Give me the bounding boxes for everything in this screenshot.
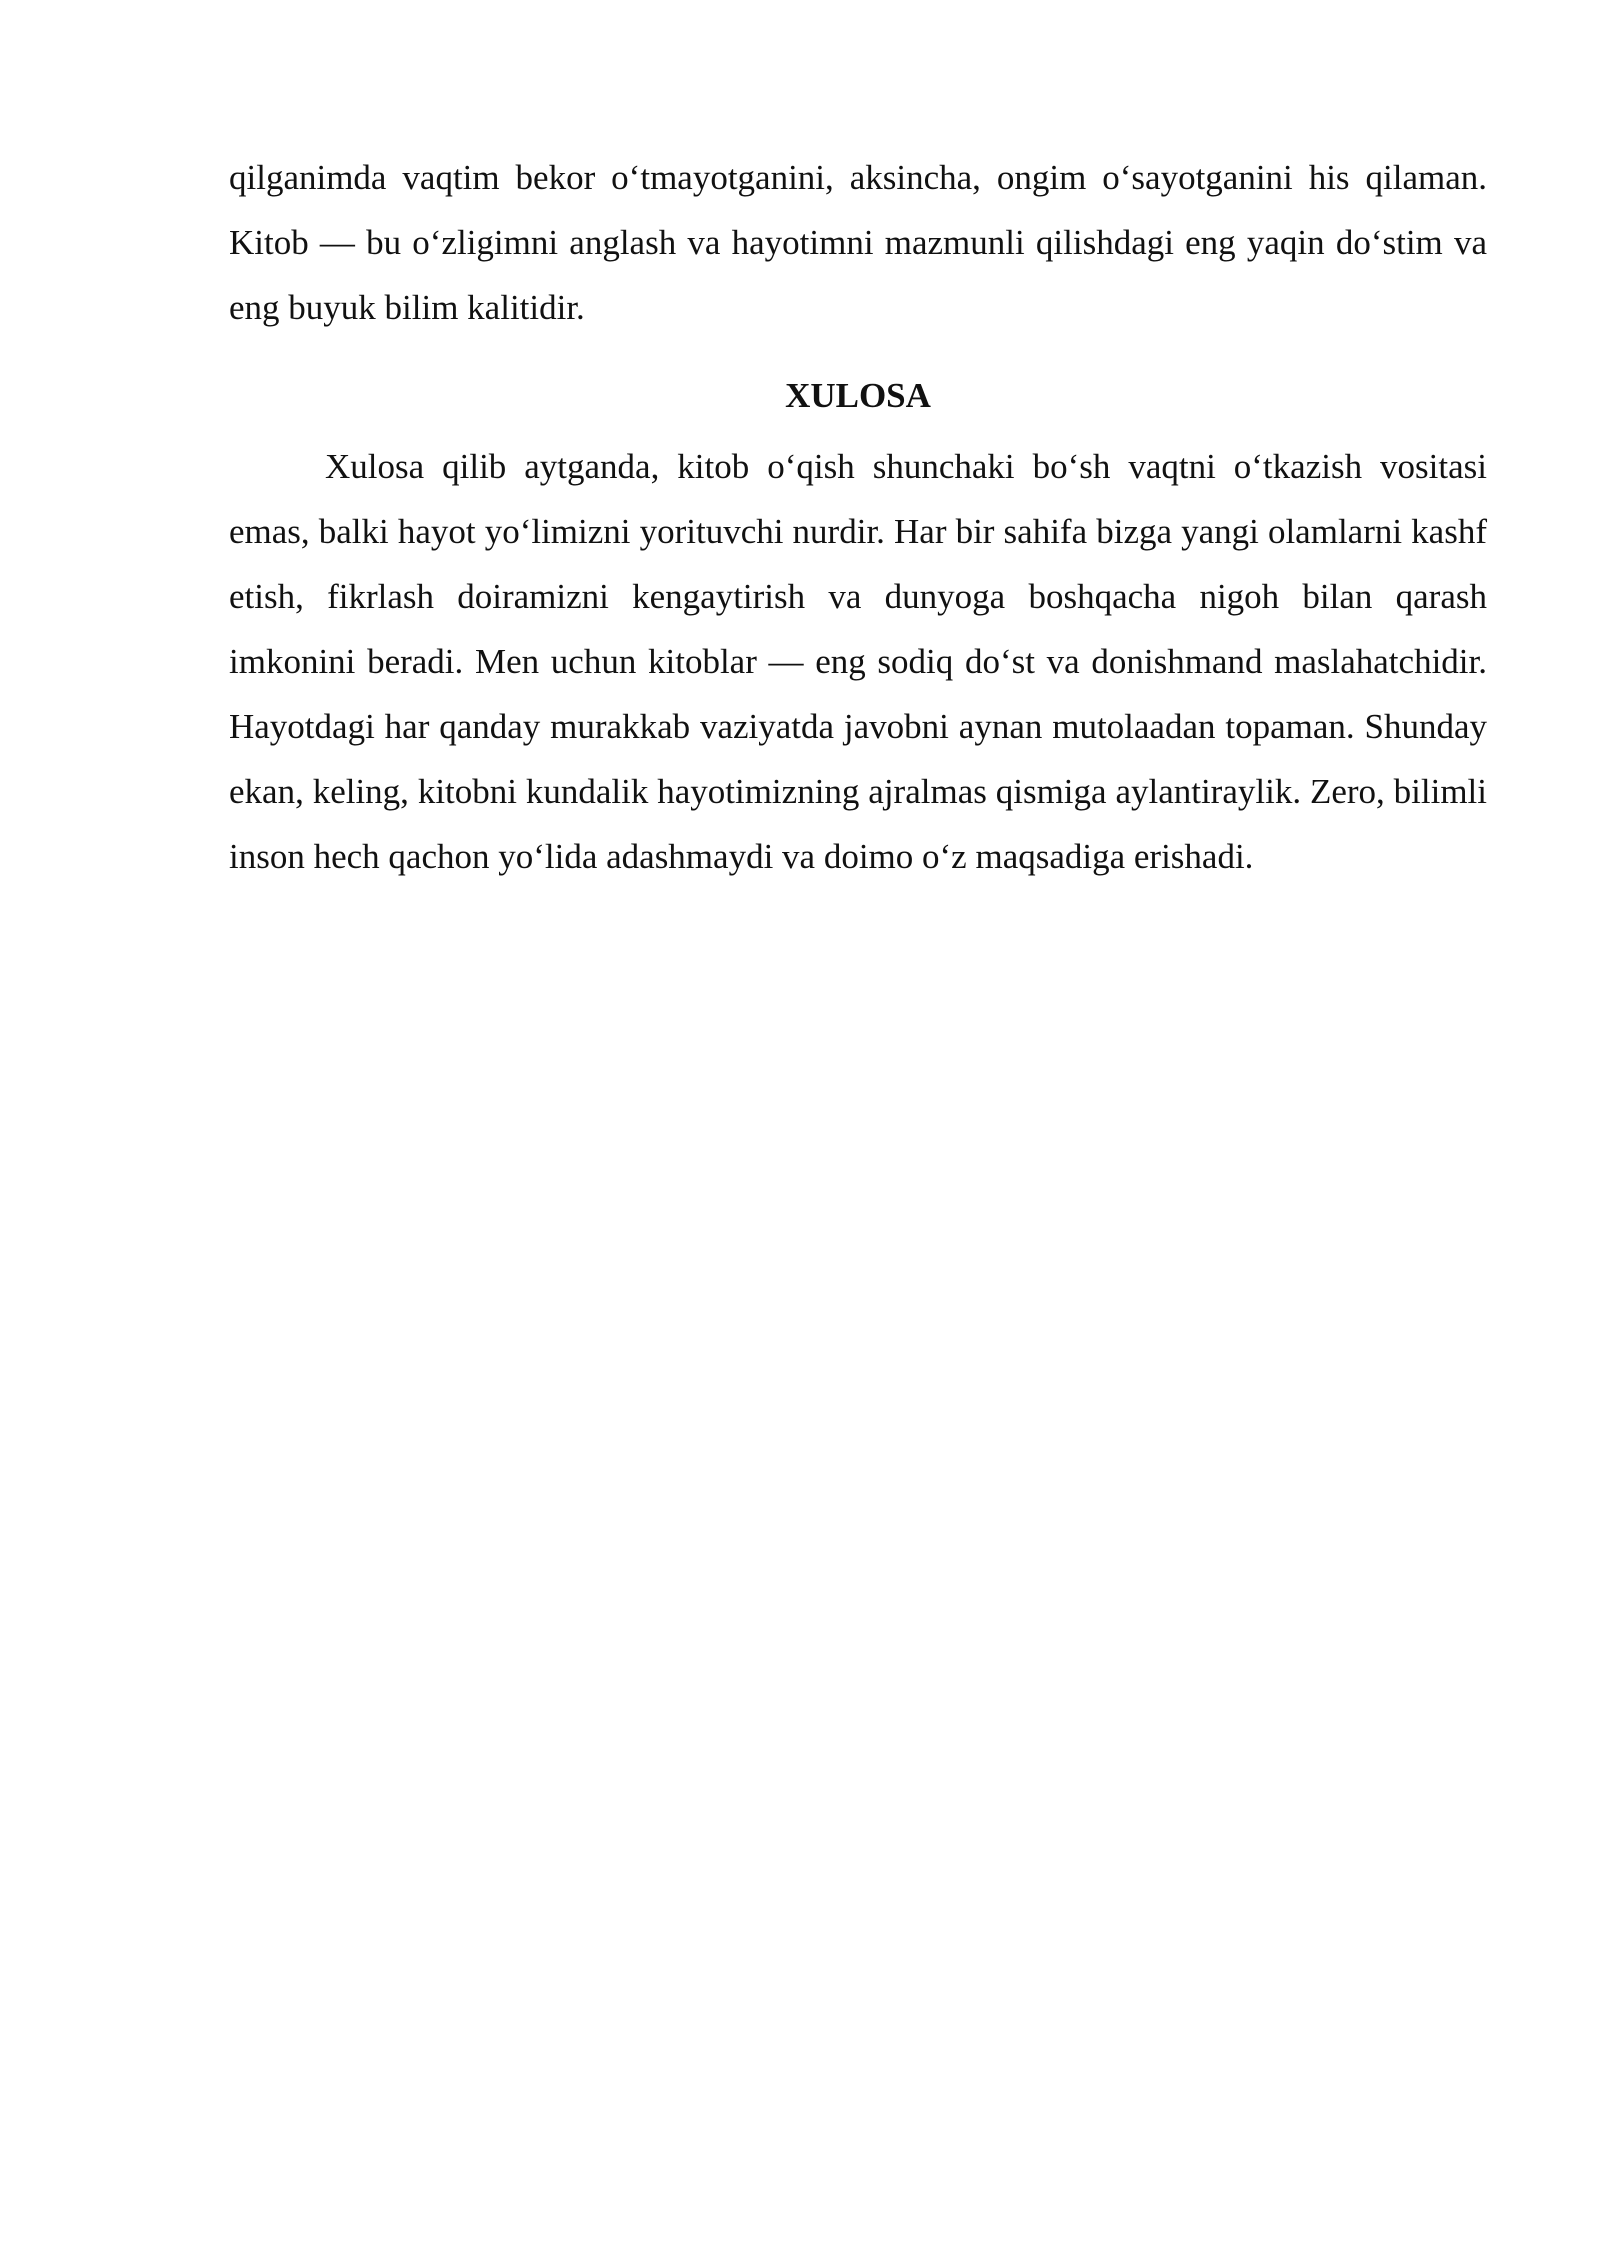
conclusion-paragraph: Xulosa qilib aytganda, kitob o‘qish shunchaki bo‘sh vaqtni o‘tkazish vositasi emas, balki hayot yo‘limizni yorituvchi nurdir. Har bir sahifa bizga yangi olamlarni kashf etish, fikrlash doiramizni kengaytirish va dunyoga boshqacha nigoh bilan qarash imkonini beradi. Men uchun kitoblar — eng sodiq do‘st va donishmand maslahatchidir. Hayotdagi har qanday murakkab vaziyatda javobni aynan mutolaadan topaman. Shunday ekan, keling, kitobni kundalik hayotimizning ajralmas qismiga aylantiraylik. Zero, bilimli inson hech qachon yo‘lida adashmaydi va doimo o‘z maqsadiga erishadi. [229,447,1487,876]
continuation-paragraph: qilganimda vaqtim bekor o‘tmayotganini, aksincha, ongim o‘sayotganini his qilaman. Kitob — bu o‘zligimni anglash va hayotimni mazmunli qilishdagi eng yaqin do‘stim va eng buyuk bilim kalitidir. [229,158,1487,327]
section-heading: XULOSA [785,376,931,415]
page-content [229,145,1487,889]
